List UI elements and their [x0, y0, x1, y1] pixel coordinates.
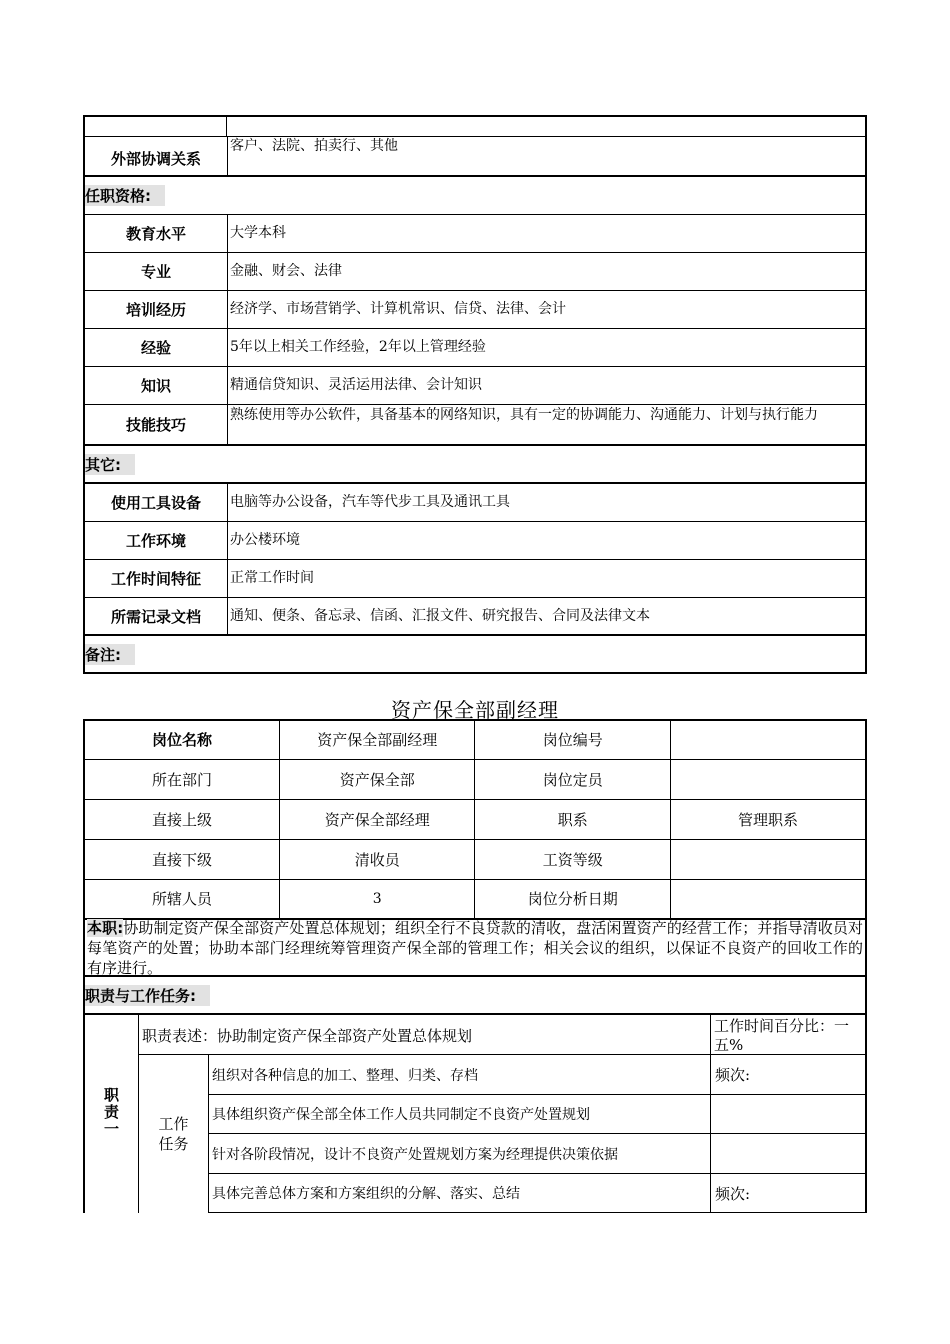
duty-summary-label: 本职: — [87, 919, 124, 937]
position-info-table — [83, 719, 867, 920]
duties-header: 职责与工作任务: — [85, 985, 210, 1006]
duty-one-block — [83, 1015, 867, 1213]
documents-label: 所需记录文档 — [85, 598, 228, 634]
page-title: 资产保全部副经理 — [391, 698, 559, 722]
experience-label: 经验 — [85, 329, 228, 366]
task-freq-4: 频次: — [715, 1184, 751, 1203]
other-row-environment — [83, 522, 867, 560]
other-row-documents — [83, 598, 867, 636]
task-item-1: 组织对各种信息的加工、整理、归类、存档 — [212, 1067, 478, 1084]
analysis-date-label: 岗位分析日期 — [475, 879, 670, 919]
salary-grade-value — [670, 839, 866, 879]
external-relations-row — [83, 136, 867, 177]
duty-one-description: 职责表述：协助制定资产保全部资产处置总体规划 — [142, 1026, 473, 1045]
external-relations-label: 外部协调关系 — [85, 136, 228, 175]
subordinate-value: 清收员 — [280, 839, 475, 879]
table-row — [84, 799, 866, 839]
analysis-date-value — [670, 879, 866, 919]
tasks-label: 工作任务 — [158, 1115, 189, 1153]
task-item-4: 具体完善总体方案和方案组织的分解、落实、总结 — [212, 1186, 520, 1202]
qualifications-header-row — [83, 177, 867, 215]
environment-label: 工作环境 — [85, 522, 228, 559]
other-header-row — [83, 446, 867, 484]
table-row — [84, 720, 866, 759]
task-freq-2 — [715, 1095, 865, 1133]
skills-label: 技能技巧 — [85, 405, 228, 444]
knowledge-label: 知识 — [85, 367, 228, 404]
skills-value: 熟练使用等办公软件，具备基本的网络知识，具有一定的协调能力、沟通能力、计划与执行能力 — [230, 407, 818, 423]
tools-value: 电脑等办公设备，汽车等代步工具及通讯工具 — [230, 494, 510, 510]
job-family-value: 管理职系 — [670, 799, 866, 839]
knowledge-value: 精通信贷知识、灵活运用法律、会计知识 — [230, 377, 482, 393]
environment-value: 办公楼环境 — [230, 532, 300, 548]
duty-one-time-percent: 工作时间百分比：一五% — [714, 1017, 850, 1054]
work-time-label: 工作时间特征 — [85, 560, 228, 597]
task-freq-1: 频次: — [715, 1066, 751, 1084]
experience-value: 5年以上相关工作经验，2年以上管理经验 — [230, 339, 486, 355]
education-value: 大学本科 — [230, 225, 286, 241]
task-freq-3 — [715, 1134, 865, 1173]
duties-header-row — [83, 977, 867, 1015]
duty-summary-text: 协助制定资产保全部资产处置总体规划；组织全行不良贷款的清收，盘活闲置资产的经营工作；并指导清收员对每笔资产的处置；协助本部门经理统筹管理资产保全部的管理工作；相关会议的组织，以保证不良资产的回收工作的有序进行。 — [87, 919, 863, 977]
qualification-row-knowledge — [83, 367, 867, 405]
training-label: 培训经历 — [85, 291, 228, 328]
table-row — [84, 759, 866, 799]
table-row — [84, 879, 866, 919]
tools-label: 使用工具设备 — [85, 484, 228, 521]
other-row-work-time — [83, 560, 867, 598]
position-code-value — [670, 720, 866, 759]
position-code-label: 岗位编号 — [475, 720, 670, 759]
table-row — [84, 839, 866, 879]
upper-table-top-border — [83, 115, 867, 137]
external-relations-value: 客户、法院、拍卖行、其他 — [230, 138, 398, 154]
qualification-row-experience — [83, 329, 867, 367]
tasks-label-cell — [139, 1055, 208, 1213]
supervisor-label: 直接上级 — [84, 799, 280, 839]
work-time-value: 正常工作时间 — [230, 570, 314, 586]
position-name-value: 资产保全部副经理 — [280, 720, 475, 759]
major-value: 金融、财会、法律 — [230, 263, 342, 279]
task-item-3: 针对各阶段情况，设计不良资产处置规划方案为经理提供决策依据 — [212, 1146, 618, 1163]
other-row-tools — [83, 484, 867, 522]
qualification-row-skills — [83, 405, 867, 446]
supervisor-value: 资产保全部经理 — [280, 799, 475, 839]
other-header: 其它: — [85, 454, 135, 475]
remarks-row — [83, 636, 867, 674]
qualification-row-major — [83, 253, 867, 291]
qualifications-header: 任职资格: — [85, 185, 165, 206]
department-value: 资产保全部 — [280, 759, 475, 799]
headcount-label: 岗位定员 — [475, 759, 670, 799]
department-label: 所在部门 — [84, 759, 280, 799]
headcount-value — [670, 759, 866, 799]
position-name-label: 岗位名称 — [84, 720, 280, 759]
subordinate-label: 直接下级 — [84, 839, 280, 879]
qualification-row-education — [83, 215, 867, 253]
task-item-2: 具体组织资产保全部全体工作人员共同制定不良资产处置规划 — [212, 1107, 590, 1123]
education-label: 教育水平 — [85, 215, 228, 252]
documents-value: 通知、便条、备忘录、信函、汇报文件、研究报告、合同及法律文本 — [230, 607, 650, 624]
remarks-header: 备注: — [85, 644, 135, 665]
job-family-label: 职系 — [475, 799, 670, 839]
training-value: 经济学、市场营销学、计算机常识、信贷、法律、会计 — [230, 301, 566, 317]
duty-one-label — [85, 1015, 138, 1213]
qualification-row-training — [83, 291, 867, 329]
major-label: 专业 — [85, 253, 228, 290]
duty-summary-box — [83, 917, 867, 977]
salary-grade-label: 工资等级 — [475, 839, 670, 879]
duty-one-label-text: 职责一 — [102, 1086, 120, 1138]
staff-count-label: 所辖人员 — [84, 879, 280, 919]
staff-count-value: 3 — [280, 879, 475, 919]
